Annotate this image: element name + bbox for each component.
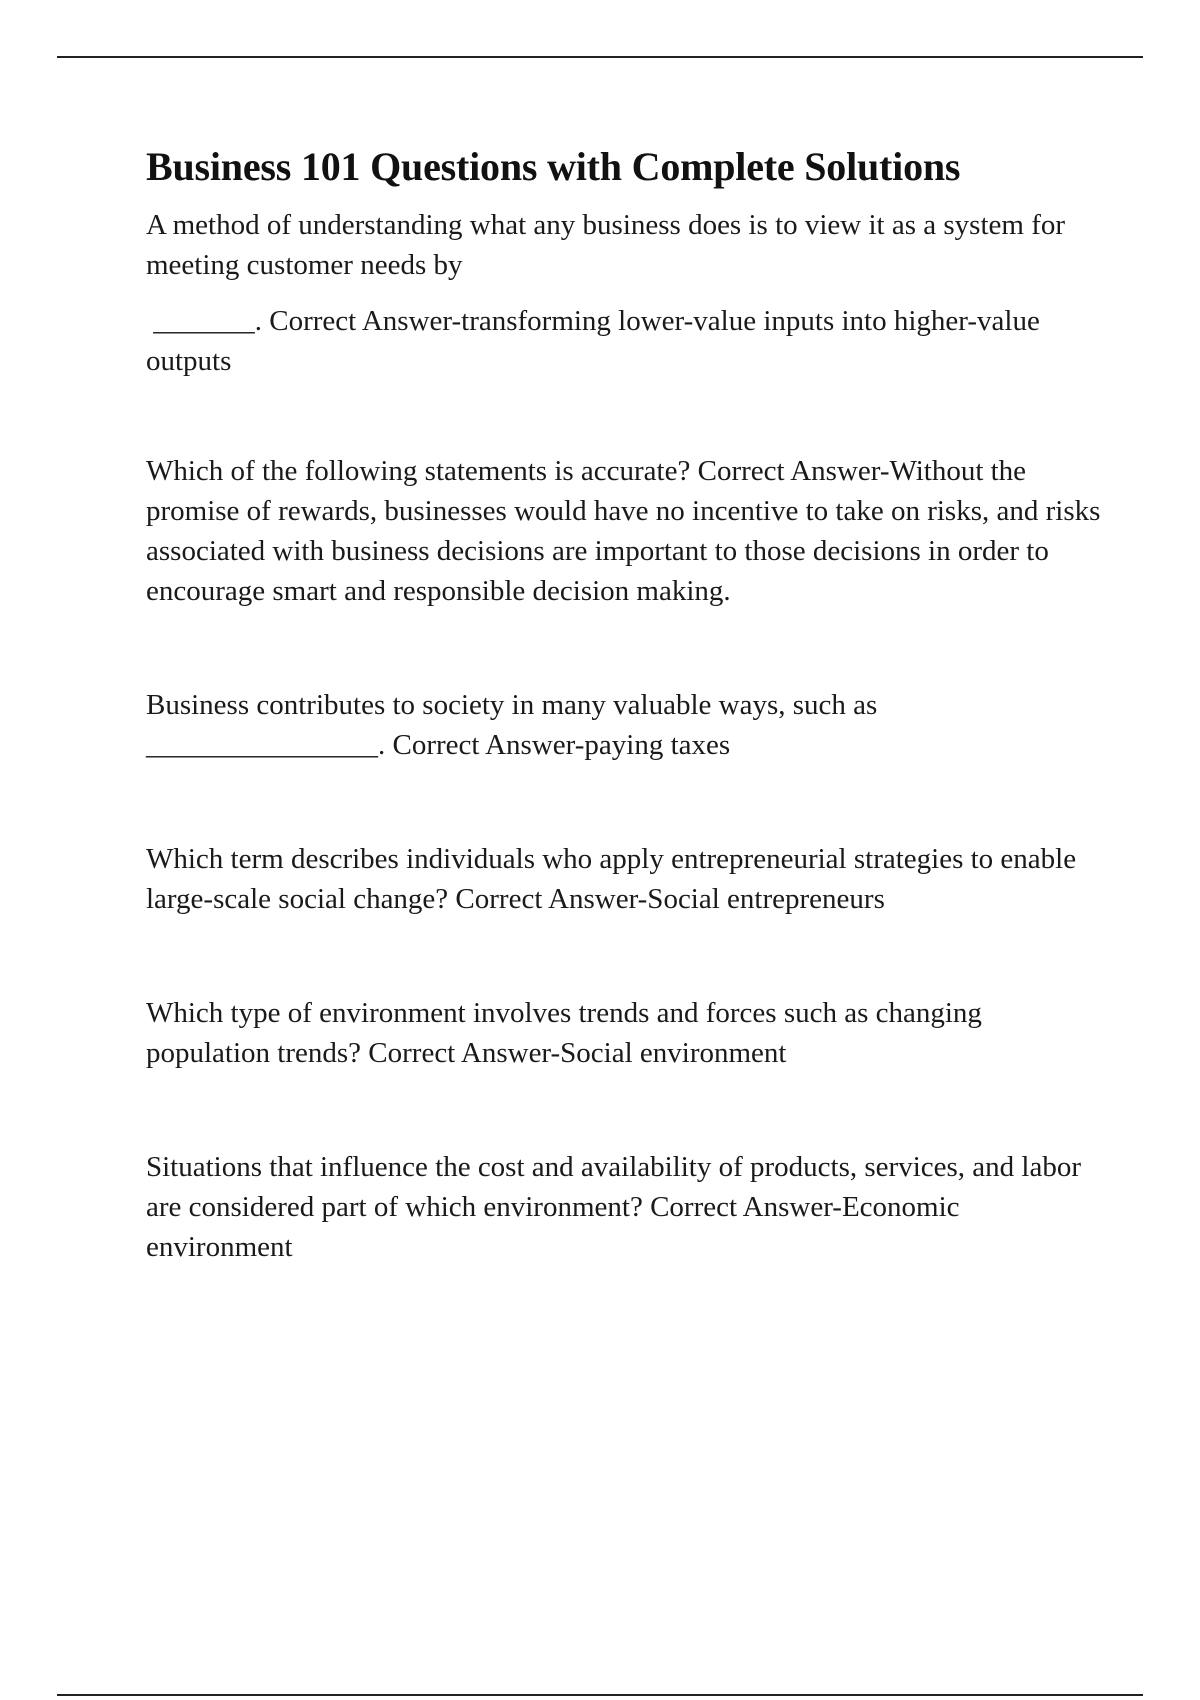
document-title: Business 101 Questions with Complete Solutions	[146, 144, 961, 189]
qa-item	[146, 451, 1101, 611]
qa-item	[146, 993, 1101, 1073]
qa-text: Business contributes to society in many valuable ways, such as ________________. Correct Answer-paying taxes	[146, 689, 878, 761]
footer-rule	[57, 1694, 1143, 1696]
qa-text: A method of understanding what any business does is to view it as a system for meeting customer needs by	[146, 209, 1066, 281]
qa-item	[146, 1147, 1101, 1267]
header-rule	[57, 56, 1143, 58]
qa-item	[146, 205, 1101, 381]
qa-item	[146, 839, 1101, 919]
document-body	[146, 143, 1101, 1267]
qa-text: Which of the following statements is accurate? Correct Answer-Without the promise of rewards, businesses would have no incentive to take on risks, and risks associated with business decisions are important to those decisions in order to encourage smart and responsible decision making.	[146, 455, 1101, 607]
qa-text: Which term describes individuals who apply entrepreneurial strategies to enable large-scale social change? Correct Answer-Social entrepreneurs	[146, 843, 1077, 915]
qa-text: Which type of environment involves trends and forces such as changing population trends? Correct Answer-Social environment	[146, 997, 982, 1069]
qa-item	[146, 685, 1101, 765]
qa-text-continued: _______. Correct Answer-transforming lower-value inputs into higher-value outputs	[146, 305, 1048, 377]
qa-text: Situations that influence the cost and availability of products, services, and labor are considered part of which environment? Correct Answer-Economic environment	[146, 1151, 1081, 1263]
